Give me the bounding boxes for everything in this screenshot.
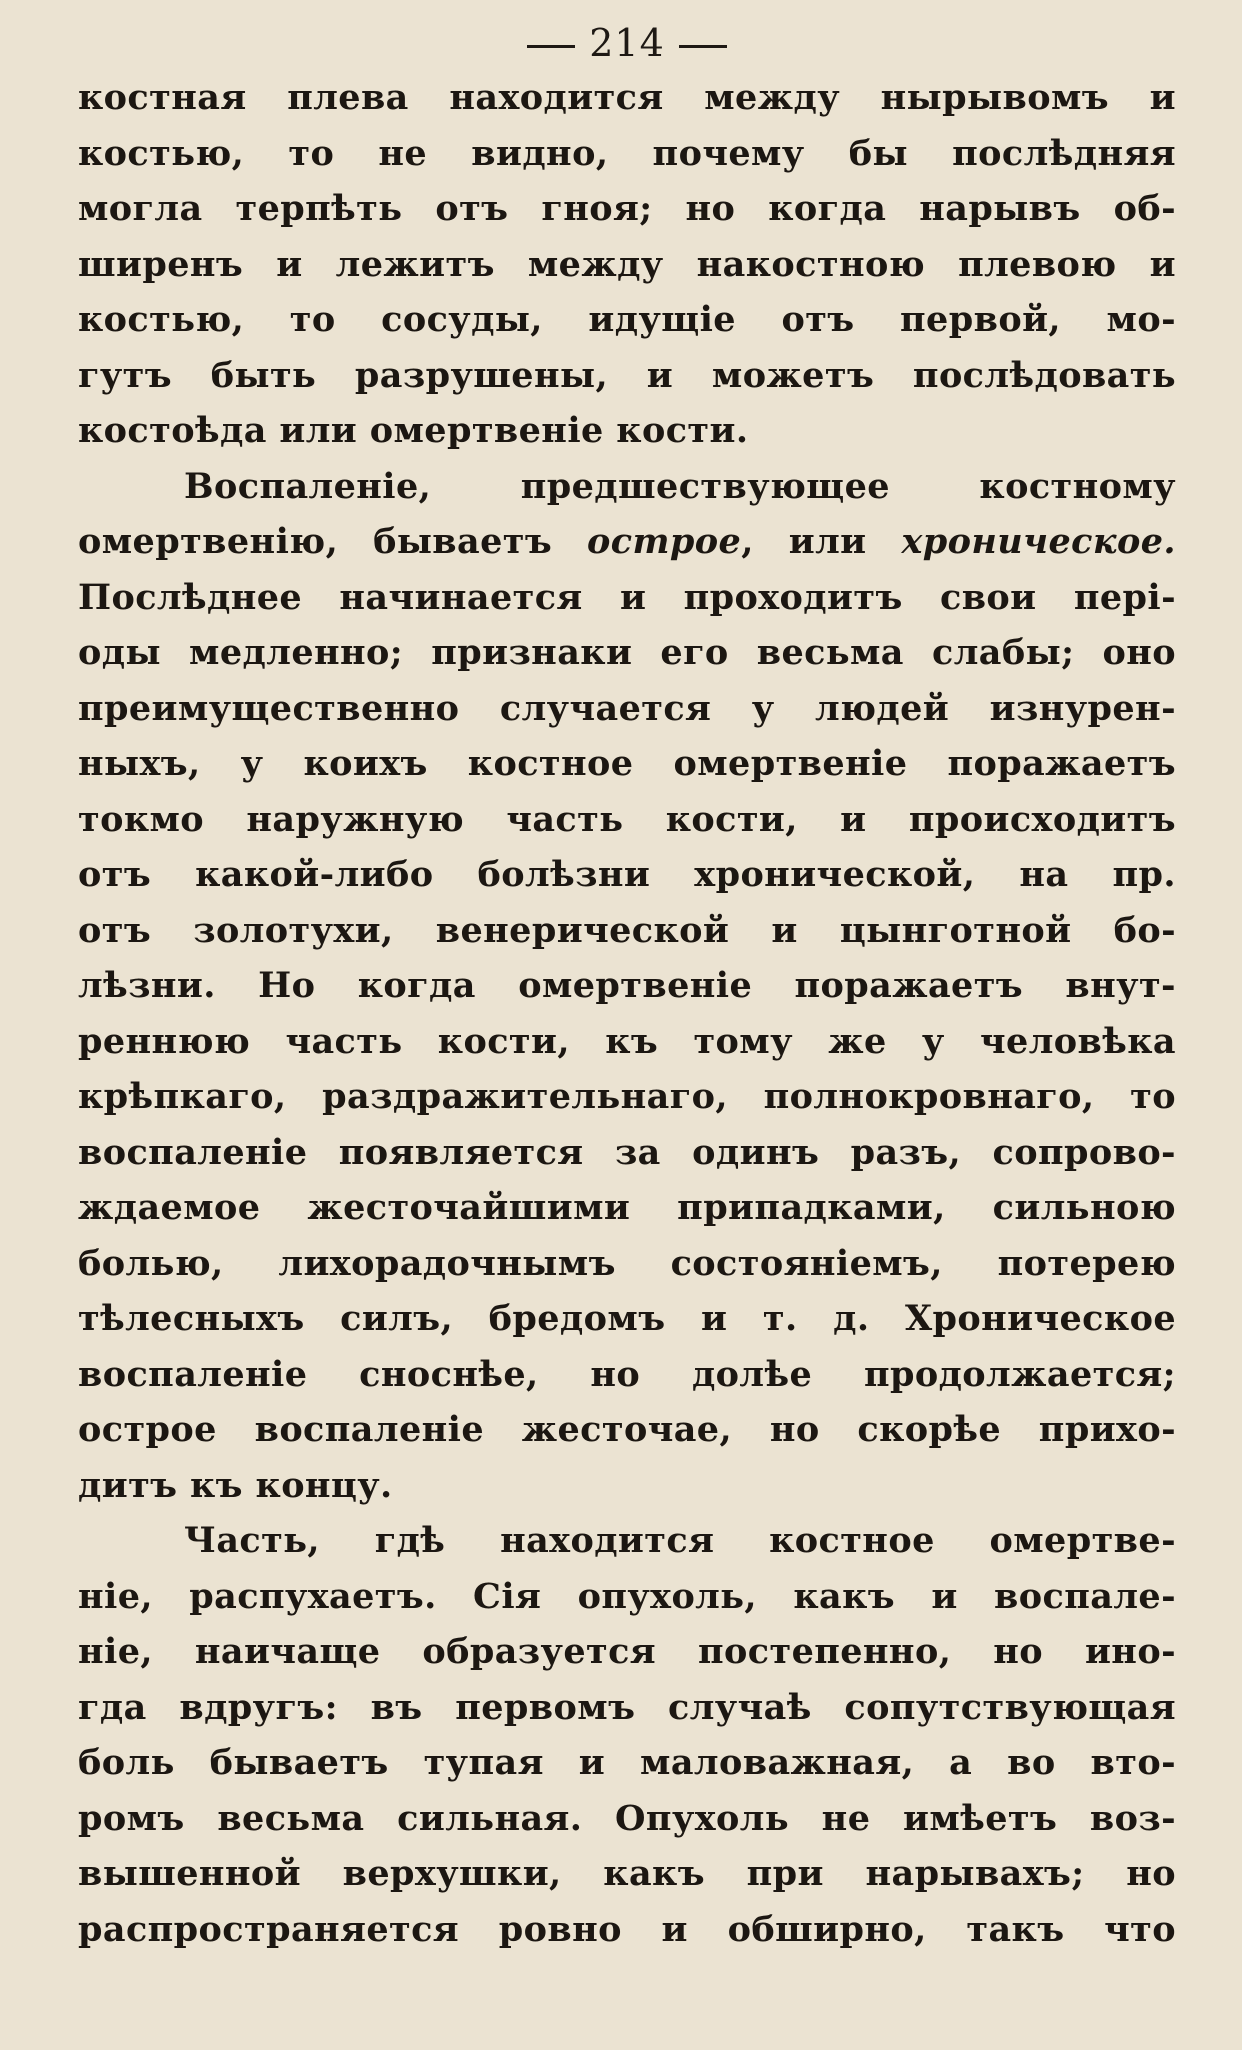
text-line: воспаленіе появляется за одинъ разъ, сопрово- xyxy=(78,1131,1176,1173)
text-line: вышенной верхушки, какъ при нарывахъ; но xyxy=(78,1853,1176,1894)
text-line: отъ какой-либо болѣзни хронической, на пр. xyxy=(78,854,1176,895)
text-line: ромъ весьма сильная. Опухоль не имѣетъ воз- xyxy=(78,1797,1176,1839)
text-line: боль бываетъ тупая и маловажная, а во вто- xyxy=(78,1742,1176,1783)
text-line: распространяется ровно и обширно, такъ что xyxy=(78,1908,1176,1950)
text-line: дитъ къ концу. xyxy=(78,1464,393,1506)
left-dash xyxy=(527,45,575,48)
text-line: могла терпѣть отъ гноя; но когда нарывъ об- xyxy=(78,188,1176,229)
text-line xyxy=(78,514,1176,570)
text-line: гутъ быть разрушены, и можетъ послѣдовать xyxy=(78,354,1176,396)
text-segment: омертвенію, бываетъ xyxy=(78,521,588,562)
text-line: костоѣда или омертвеніе кости. xyxy=(78,410,749,451)
text-line: реннюю часть кости, къ тому же у человѣка xyxy=(78,1020,1176,1062)
text-line: крѣпкаго, раздражительнаго, полнокровнаго, то xyxy=(78,1076,1176,1117)
text-line: тѣлесныхъ силъ, бредомъ и т. д. Хроническое xyxy=(78,1298,1176,1339)
text-line: воспаленіе сноснѣе, но долѣе продолжается; xyxy=(78,1353,1176,1395)
page-number xyxy=(78,18,1176,70)
text-line: острое воспаленіе жесточае, но скорѣе прихо- xyxy=(78,1409,1176,1450)
text-line: отъ золотухи, венерической и цынготной бо- xyxy=(78,909,1176,951)
text-line: ширенъ и лежитъ между накостною плевою и xyxy=(78,243,1176,285)
page-number-text: 214 xyxy=(589,21,665,65)
text-line: Часть, гдѣ находится костное омертве- xyxy=(184,1520,1176,1561)
text-line: лѣзни. Но когда омертвеніе поражаетъ внут- xyxy=(78,965,1176,1006)
text-line: костью, то не видно, почему бы послѣдняя xyxy=(78,132,1176,174)
text-line: оды медленно; признаки его весьма слабы; оно xyxy=(78,632,1176,673)
text-line: костью, то сосуды, идущіе отъ первой, мо- xyxy=(78,299,1176,340)
text-line: преимущественно случается у людей изнурен- xyxy=(78,687,1176,729)
text-line: гда вдругъ: въ первомъ случаѣ сопутствующая xyxy=(78,1686,1176,1728)
text-line: костная плева находится между нырывомъ и xyxy=(78,77,1176,118)
text-segment: , или xyxy=(741,521,902,562)
italic-term: острое xyxy=(587,521,742,562)
text-line: ныхъ, у коихъ костное омертвеніе поражаетъ xyxy=(78,743,1176,784)
right-dash xyxy=(679,45,727,48)
text-line: ніе, наичаще образуется постепенно, но ино- xyxy=(78,1631,1176,1672)
text-line: токмо наружную часть кости, и происходитъ xyxy=(78,798,1176,840)
text-line: болью, лихорадочнымъ состояніемъ, потерею xyxy=(78,1242,1176,1284)
text-line: ждаемое жесточайшими припадками, сильною xyxy=(78,1187,1176,1228)
italic-term: хроническое. xyxy=(901,521,1176,562)
text-line: Воспаленіе, предшествующее костному xyxy=(184,465,1176,507)
body-text xyxy=(78,70,1176,1957)
text-line: Послѣднее начинается и проходитъ свои пері- xyxy=(78,576,1176,618)
text-line: ніе, распухаетъ. Сія опухоль, какъ и воспале- xyxy=(78,1575,1176,1617)
